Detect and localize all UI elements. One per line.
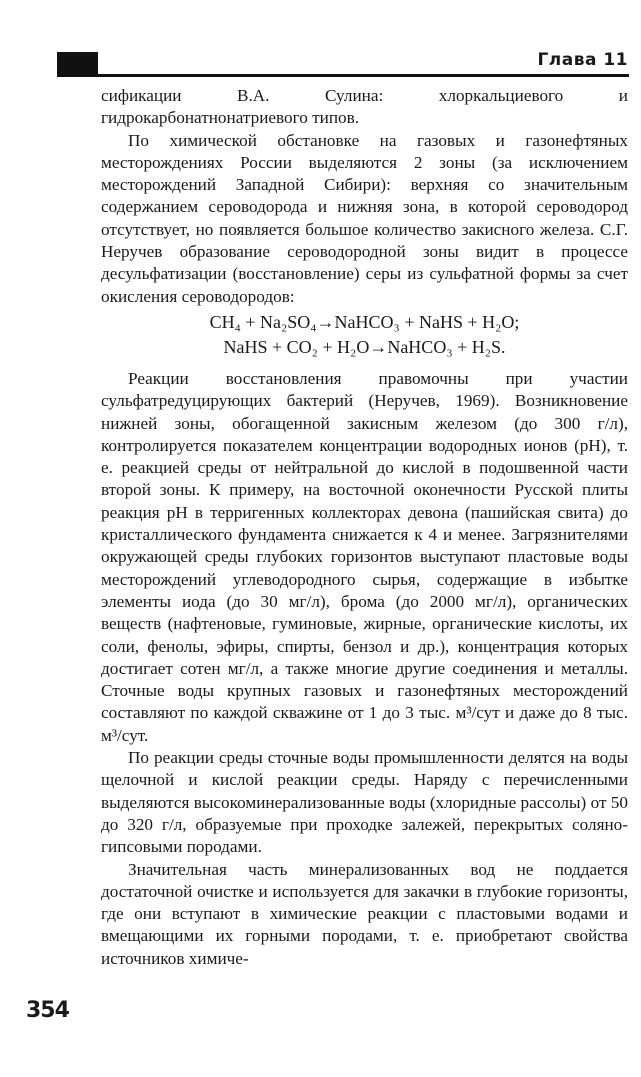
- paragraph-5: Значительная часть минерализованных вод не поддается достаточной очистке и используется для закачки в глубокие горизонты, где они вступают в химические реакции с пластовыми водами и вмещающими их горными породами, т. е. приобретают свойства источников химиче-: [101, 859, 628, 968]
- page-number: 354: [26, 998, 69, 1023]
- paragraph-4: По реакции среды сточные воды промышленности делятся на воды щелочной и кислой реакции среды. Наряду с перечисленными выделяются высокоминерализованные воды (хлоридные рассолы) от 50 до 320 г/л, образуемые при проходке залежей, перекрытых соляно-гипсовыми породами.: [101, 748, 628, 857]
- header-rule: [57, 74, 629, 77]
- page-header: [0, 0, 641, 80]
- paragraph-2: По химической обстановке на газовых и газонефтяных месторождениях России выделяются 2 зоны (за исключением месторождений Западной Сибири): верхняя со значительным содержанием сероводорода и нижняя зона, в которой сероводород отсутствует, но появляется большое количество закисного железа. С.Г. Неручев образование сероводородной зоны видит в процессе десульфатизации (восстановление) серы из сульфатной формы за счет окисления сероводородов:: [101, 130, 628, 306]
- equation-2: NaHS + CO₂ + H₂O→NaHCO₃ + H₂S.: [223, 336, 506, 357]
- paragraph-1: сификации В.А. Сулина: хлоркальциевого и гидрокарбонатнонатриевого типов.: [101, 86, 628, 128]
- equation-1: CH₄ + Na₂SO₄→NaHCO₃ + NaHS + H₂O;: [209, 311, 520, 332]
- body-text: [101, 85, 628, 970]
- paragraph-3: Реакции восстановления правомочны при участии сульфатредуцирующих бактерий (Неручев, 1969). Возникновение нижней зоны, обогащенной закисным железом (до 300 г/л), контролируется показателем концентрации водородных ионов (pH), т. е. реакцией среды от нейтральной до кислой в подошвенной части второй зоны. К примеру, на восточной оконечности Русской плиты реакция pH в терригенных коллекторах девона (пашийская свита) до кристаллического фундамента снижается к 4 и менее. Загрязнителями окружающей среды глубоких горизонтов выступают пластовые воды месторождений углеводородного сырья, содержащие в избытке элементы иода (до 30 мг/л), брома (до 2000 мг/л), органических веществ (нафтеновые, гуминовые, жирные, органические кислоты, их соли, фенолы, эфиры, спирты, бензол и др.), концентрация которых достигает сотен мг/л, а также многие другие соединения и металлы. Сточные воды крупных газовых и газонефтяных месторождений составляют по каждой скважине от 1 до 3 тыс. м³/сут и даже до 8 тыс. м³/сут.: [101, 368, 628, 745]
- equation-block: [101, 310, 628, 360]
- chapter-label: Глава 11: [537, 50, 628, 70]
